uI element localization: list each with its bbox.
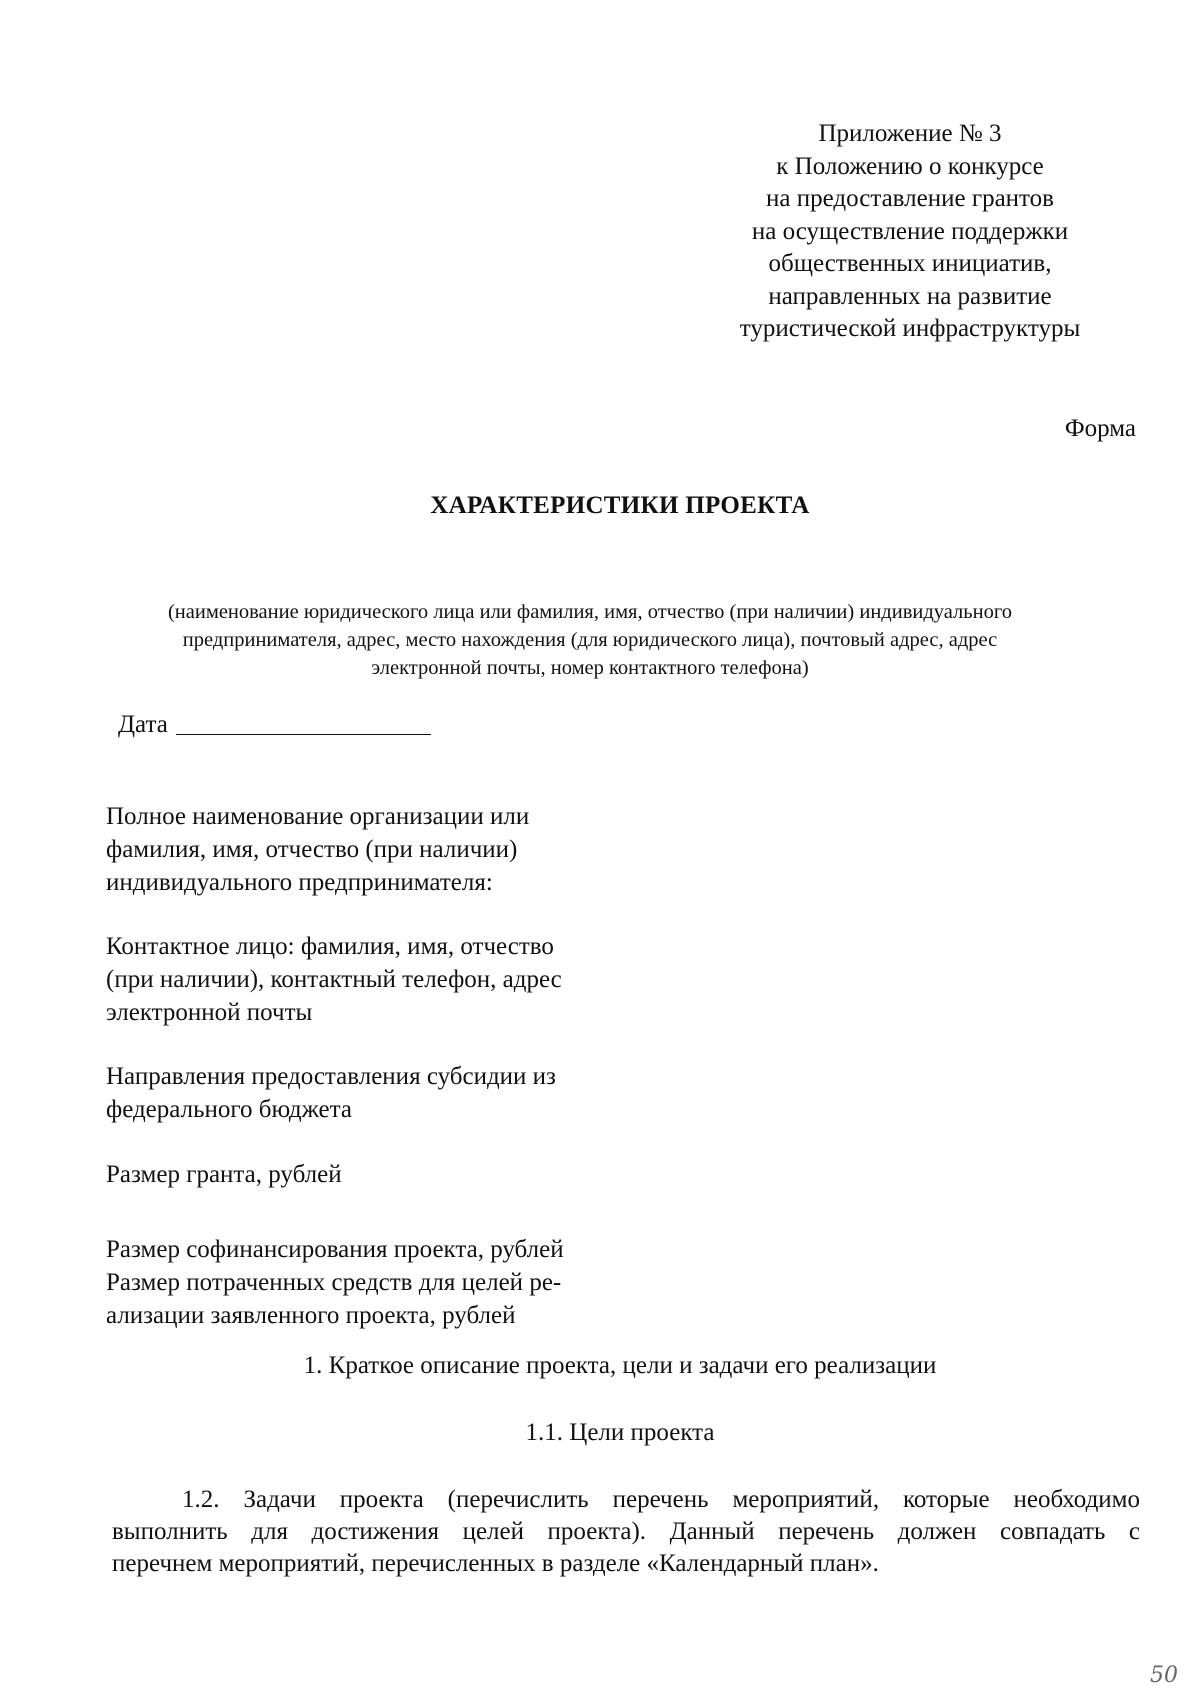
paragraph-line: перечнем мероприятий, перечисленных в разделе «Календарный план».: [112, 1550, 879, 1577]
appendix-line: на предоставление грантов: [766, 185, 1054, 212]
field-line: Полное наименование организации или: [106, 803, 530, 830]
appendix-header: [700, 118, 1120, 346]
applicant-caption-line: предпринимателя, адрес, место нахождения (для юридического лица), почтовый адрес, адрес: [182, 629, 998, 651]
applicant-caption-line: электронной почты, номер контактного телефона): [371, 657, 809, 679]
field-line: ализации заявленного проекта, рублей: [106, 1302, 516, 1329]
page-number: 50: [1150, 1663, 1178, 1688]
date-blank-field[interactable]: [176, 708, 431, 735]
field-line: федерального бюджета: [106, 1096, 352, 1123]
section-heading-1: 1. Краткое описание проекта, цели и задачи его реализации: [303, 1352, 937, 1379]
appendix-line: к Положению о конкурсе: [776, 152, 1044, 180]
field-full-name: [106, 800, 529, 899]
document-title: ХАРАКТЕРИСТИКИ ПРОЕКТА: [430, 492, 810, 519]
paragraph-line: 1.2. Задачи проекта (перечислить перечень мероприятий, которые необходимо: [182, 1486, 1140, 1513]
appendix-line: на осуществление поддержки: [751, 217, 1069, 245]
field-subsidy-directions: [106, 1060, 556, 1126]
appendix-line: направленных на развитие: [768, 282, 1052, 310]
date-row: [118, 708, 431, 739]
field-line: Размер потраченных средств для целей ре-: [106, 1269, 562, 1296]
field-line: Размер софинансирования проекта, рублей: [106, 1236, 564, 1263]
date-label: Дата: [118, 711, 168, 738]
field-line: (при наличии), контактный телефон, адрес: [106, 966, 562, 993]
appendix-line: общественных инициатив,: [768, 250, 1052, 277]
field-contact-person: [106, 930, 562, 1029]
field-cofinancing: [106, 1233, 564, 1332]
field-line: Контактное лицо: фамилия, имя, отчество: [106, 933, 554, 960]
appendix-line: Приложение № 3: [818, 120, 1002, 147]
section-heading-1-1: 1.1. Цели проекта: [525, 1419, 715, 1446]
applicant-caption: [90, 598, 1090, 682]
field-line: электронной почты: [106, 999, 313, 1026]
form-label: Форма: [1064, 415, 1136, 442]
field-grant-size: [106, 1158, 342, 1191]
field-line: индивидуального предпринимателя:: [106, 869, 493, 896]
field-line: Направления предоставления субсидии из: [106, 1063, 556, 1090]
section-1-2-paragraph: [112, 1484, 1140, 1580]
applicant-caption-line: (наименование юридического лица или фамилия, имя, отчество (при наличии) индивидуального: [167, 601, 1012, 623]
paragraph-line: выполнить для достижения целей проекта). Данный перечень должен совпадать с: [112, 1518, 1140, 1545]
appendix-line: туристической инфраструктуры: [739, 315, 1081, 342]
field-line: фамилия, имя, отчество (при наличии): [106, 836, 518, 863]
field-line: Размер гранта, рублей: [106, 1161, 342, 1188]
